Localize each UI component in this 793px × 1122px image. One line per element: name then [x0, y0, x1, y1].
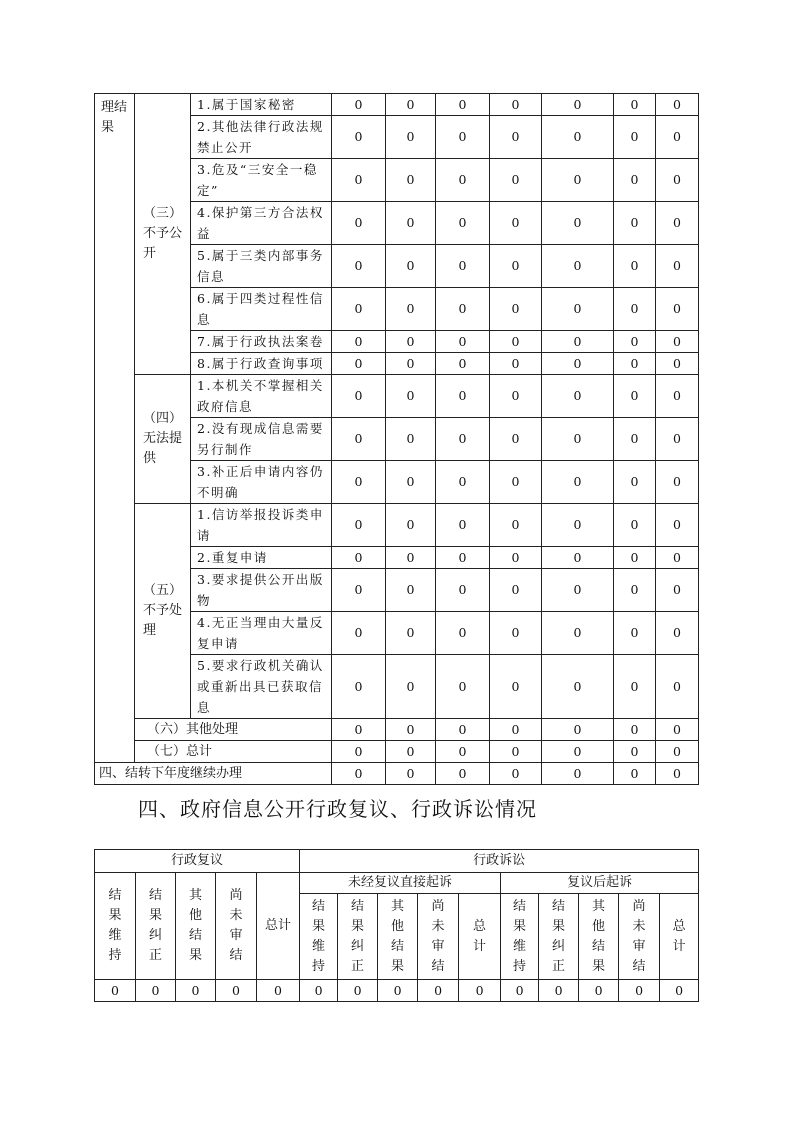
review-col-3: 尚 未 审 结 — [216, 873, 257, 980]
other-row-value-1: 0 — [386, 741, 436, 763]
review-col-4: 总计 — [257, 873, 300, 980]
row-value-3: 0 — [490, 94, 542, 116]
value-cell-0: 0 — [95, 980, 136, 1002]
row-value-6: 0 — [656, 569, 699, 612]
carry-over-value-5: 0 — [614, 763, 656, 785]
value-cell-3: 0 — [216, 980, 257, 1002]
value-cell-5: 0 — [300, 980, 338, 1002]
row-value-4: 0 — [542, 612, 614, 655]
row-value-5: 0 — [614, 612, 656, 655]
row-value-0: 0 — [332, 504, 386, 547]
row-value-4: 0 — [542, 547, 614, 569]
row-value-3: 0 — [490, 612, 542, 655]
row-value-3: 0 — [490, 288, 542, 331]
other-row-value-2: 0 — [436, 741, 490, 763]
row-value-6: 0 — [656, 288, 699, 331]
direct-col-1: 结 果 纠 正 — [338, 894, 378, 980]
other-row-value-4: 0 — [542, 719, 614, 741]
table-row — [95, 504, 699, 547]
value-cell-13: 0 — [619, 980, 660, 1002]
review-col-0: 结 果 维 持 — [95, 873, 136, 980]
other-row-value-4: 0 — [542, 741, 614, 763]
row-value-1: 0 — [386, 94, 436, 116]
row-value-0: 0 — [332, 612, 386, 655]
row-value-2: 0 — [436, 353, 490, 375]
row-value-0: 0 — [332, 655, 386, 719]
row-label: 4.保护第三方合法权益 — [191, 202, 332, 245]
row-value-1: 0 — [386, 202, 436, 245]
direct-col-4: 总 计 — [459, 894, 501, 980]
disposal-results-table — [94, 93, 699, 785]
value-cell-10: 0 — [501, 980, 539, 1002]
row-label: 1.属于国家秘密 — [191, 94, 332, 116]
row-value-0: 0 — [332, 245, 386, 288]
row-value-4: 0 — [542, 245, 614, 288]
row-value-2: 0 — [436, 461, 490, 504]
row-value-4: 0 — [542, 159, 614, 202]
row-value-1: 0 — [386, 159, 436, 202]
row-value-6: 0 — [656, 504, 699, 547]
review-col-1: 结 果 纠 正 — [136, 873, 176, 980]
row-value-3: 0 — [490, 375, 542, 418]
row-value-5: 0 — [614, 288, 656, 331]
value-cell-1: 0 — [136, 980, 176, 1002]
row-value-0: 0 — [332, 353, 386, 375]
other-row-label: （七）总计 — [135, 741, 332, 763]
row-value-3: 0 — [490, 245, 542, 288]
row-value-5: 0 — [614, 461, 656, 504]
row-value-1: 0 — [386, 569, 436, 612]
other-row-value-3: 0 — [490, 719, 542, 741]
row-label: 1.信访举报投诉类申请 — [191, 504, 332, 547]
row-value-3: 0 — [490, 504, 542, 547]
other-row-value-1: 0 — [386, 719, 436, 741]
carry-over-value-6: 0 — [656, 763, 699, 785]
row-value-3: 0 — [490, 418, 542, 461]
row-label: 1.本机关不掌握相关政府信息 — [191, 375, 332, 418]
value-cell-7: 0 — [378, 980, 418, 1002]
row-value-5: 0 — [614, 418, 656, 461]
carry-over-value-2: 0 — [436, 763, 490, 785]
row-value-1: 0 — [386, 375, 436, 418]
row-label: 2.没有现成信息需要另行制作 — [191, 418, 332, 461]
row-value-2: 0 — [436, 116, 490, 159]
row-value-3: 0 — [490, 655, 542, 719]
value-cell-9: 0 — [459, 980, 501, 1002]
row-value-5: 0 — [614, 547, 656, 569]
row-value-2: 0 — [436, 245, 490, 288]
row-value-0: 0 — [332, 418, 386, 461]
row-value-4: 0 — [542, 461, 614, 504]
row-value-5: 0 — [614, 375, 656, 418]
row-value-4: 0 — [542, 504, 614, 547]
section-label: （五）不予处理 — [135, 504, 191, 719]
section-heading: 四、政府信息公开行政复议、行政诉讼情况 — [138, 797, 537, 821]
row-label: 8.属于行政查询事项 — [191, 353, 332, 375]
row-value-4: 0 — [542, 331, 614, 353]
row-label: 5.属于三类内部事务信息 — [191, 245, 332, 288]
row-value-3: 0 — [490, 547, 542, 569]
row-value-1: 0 — [386, 504, 436, 547]
section-label: （四）无法提供 — [135, 375, 191, 504]
group-label: 理结果 — [95, 94, 135, 763]
row-value-1: 0 — [386, 331, 436, 353]
row-value-5: 0 — [614, 569, 656, 612]
row-value-2: 0 — [436, 418, 490, 461]
value-cell-4: 0 — [257, 980, 300, 1002]
row-value-5: 0 — [614, 116, 656, 159]
row-value-4: 0 — [542, 655, 614, 719]
row-value-2: 0 — [436, 569, 490, 612]
table-row — [95, 719, 699, 741]
row-label: 7.属于行政执法案卷 — [191, 331, 332, 353]
after-col-3: 尚 未 审 结 — [619, 894, 660, 980]
row-value-4: 0 — [542, 353, 614, 375]
row-value-2: 0 — [436, 202, 490, 245]
row-value-2: 0 — [436, 94, 490, 116]
row-value-6: 0 — [656, 159, 699, 202]
review-litigation-table — [94, 849, 699, 1002]
table-row — [95, 375, 699, 418]
row-value-1: 0 — [386, 288, 436, 331]
row-value-5: 0 — [614, 331, 656, 353]
carry-over-label: 四、结转下年度继续办理 — [95, 763, 332, 785]
row-value-1: 0 — [386, 461, 436, 504]
row-value-5: 0 — [614, 159, 656, 202]
row-value-6: 0 — [656, 331, 699, 353]
row-value-6: 0 — [656, 612, 699, 655]
row-value-6: 0 — [656, 418, 699, 461]
other-row-label: （六）其他处理 — [135, 719, 332, 741]
after-header: 复议后起诉 — [501, 873, 699, 894]
value-cell-2: 0 — [176, 980, 216, 1002]
carry-over-value-3: 0 — [490, 763, 542, 785]
row-value-6: 0 — [656, 547, 699, 569]
row-label: 5.要求行政机关确认或重新出具已获取信息 — [191, 655, 332, 719]
other-row-value-2: 0 — [436, 719, 490, 741]
row-value-6: 0 — [656, 655, 699, 719]
other-row-value-5: 0 — [614, 719, 656, 741]
direct-header: 未经复议直接起诉 — [300, 873, 501, 894]
row-value-2: 0 — [436, 375, 490, 418]
row-value-3: 0 — [490, 202, 542, 245]
row-value-1: 0 — [386, 655, 436, 719]
row-value-0: 0 — [332, 569, 386, 612]
row-value-5: 0 — [614, 655, 656, 719]
other-row-value-3: 0 — [490, 741, 542, 763]
review-col-2: 其 他 结 果 — [176, 873, 216, 980]
after-col-0: 结 果 维 持 — [501, 894, 539, 980]
row-value-5: 0 — [614, 353, 656, 375]
row-value-2: 0 — [436, 159, 490, 202]
row-value-6: 0 — [656, 202, 699, 245]
row-value-3: 0 — [490, 159, 542, 202]
value-cell-11: 0 — [539, 980, 579, 1002]
direct-col-2: 其 他 结 果 — [378, 894, 418, 980]
row-value-1: 0 — [386, 116, 436, 159]
row-value-6: 0 — [656, 461, 699, 504]
row-label: 6.属于四类过程性信息 — [191, 288, 332, 331]
row-value-6: 0 — [656, 94, 699, 116]
row-value-2: 0 — [436, 288, 490, 331]
row-value-0: 0 — [332, 202, 386, 245]
row-value-4: 0 — [542, 116, 614, 159]
row-label: 3.补正后申请内容仍不明确 — [191, 461, 332, 504]
row-value-0: 0 — [332, 461, 386, 504]
row-value-6: 0 — [656, 116, 699, 159]
row-value-6: 0 — [656, 245, 699, 288]
row-value-4: 0 — [542, 202, 614, 245]
direct-col-3: 尚 未 审 结 — [418, 894, 459, 980]
after-col-2: 其 他 结 果 — [579, 894, 619, 980]
row-value-0: 0 — [332, 159, 386, 202]
other-row-value-6: 0 — [656, 719, 699, 741]
row-value-4: 0 — [542, 418, 614, 461]
row-value-1: 0 — [386, 353, 436, 375]
row-label: 4.无正当理由大量反复申请 — [191, 612, 332, 655]
other-row-value-0: 0 — [332, 741, 386, 763]
row-label: 3.要求提供公开出版物 — [191, 569, 332, 612]
after-col-1: 结 果 纠 正 — [539, 894, 579, 980]
carry-over-row — [95, 763, 699, 785]
value-cell-8: 0 — [418, 980, 459, 1002]
table-row — [95, 741, 699, 763]
row-value-2: 0 — [436, 655, 490, 719]
row-value-4: 0 — [542, 569, 614, 612]
row-value-5: 0 — [614, 245, 656, 288]
row-value-3: 0 — [490, 461, 542, 504]
row-value-5: 0 — [614, 94, 656, 116]
row-value-1: 0 — [386, 547, 436, 569]
row-value-3: 0 — [490, 353, 542, 375]
litigation-header: 行政诉讼 — [300, 850, 699, 873]
carry-over-value-1: 0 — [386, 763, 436, 785]
row-label: 2.重复申请 — [191, 547, 332, 569]
value-cell-14: 0 — [660, 980, 699, 1002]
carry-over-value-0: 0 — [332, 763, 386, 785]
row-value-0: 0 — [332, 375, 386, 418]
row-value-3: 0 — [490, 116, 542, 159]
other-row-value-0: 0 — [332, 719, 386, 741]
row-label: 2.其他法律行政法规禁止公开 — [191, 116, 332, 159]
row-value-2: 0 — [436, 612, 490, 655]
row-value-0: 0 — [332, 331, 386, 353]
row-value-0: 0 — [332, 288, 386, 331]
row-value-5: 0 — [614, 504, 656, 547]
other-row-value-6: 0 — [656, 741, 699, 763]
review-header: 行政复议 — [95, 850, 300, 873]
row-value-1: 0 — [386, 245, 436, 288]
carry-over-value-4: 0 — [542, 763, 614, 785]
row-value-2: 0 — [436, 547, 490, 569]
row-value-2: 0 — [436, 504, 490, 547]
row-value-1: 0 — [386, 418, 436, 461]
row-value-2: 0 — [436, 331, 490, 353]
row-value-0: 0 — [332, 94, 386, 116]
row-value-6: 0 — [656, 353, 699, 375]
row-value-6: 0 — [656, 375, 699, 418]
row-value-4: 0 — [542, 375, 614, 418]
row-value-3: 0 — [490, 331, 542, 353]
row-value-3: 0 — [490, 569, 542, 612]
row-value-5: 0 — [614, 202, 656, 245]
row-value-0: 0 — [332, 116, 386, 159]
other-row-value-5: 0 — [614, 741, 656, 763]
row-value-4: 0 — [542, 288, 614, 331]
after-col-4: 总 计 — [660, 894, 699, 980]
value-cell-12: 0 — [579, 980, 619, 1002]
row-value-4: 0 — [542, 94, 614, 116]
table-row — [95, 94, 699, 116]
row-value-1: 0 — [386, 612, 436, 655]
section-label: （三）不予公开 — [135, 94, 191, 375]
direct-col-0: 结 果 维 持 — [300, 894, 338, 980]
value-cell-6: 0 — [338, 980, 378, 1002]
row-label: 3.危及“三安全一稳定” — [191, 159, 332, 202]
row-value-0: 0 — [332, 547, 386, 569]
